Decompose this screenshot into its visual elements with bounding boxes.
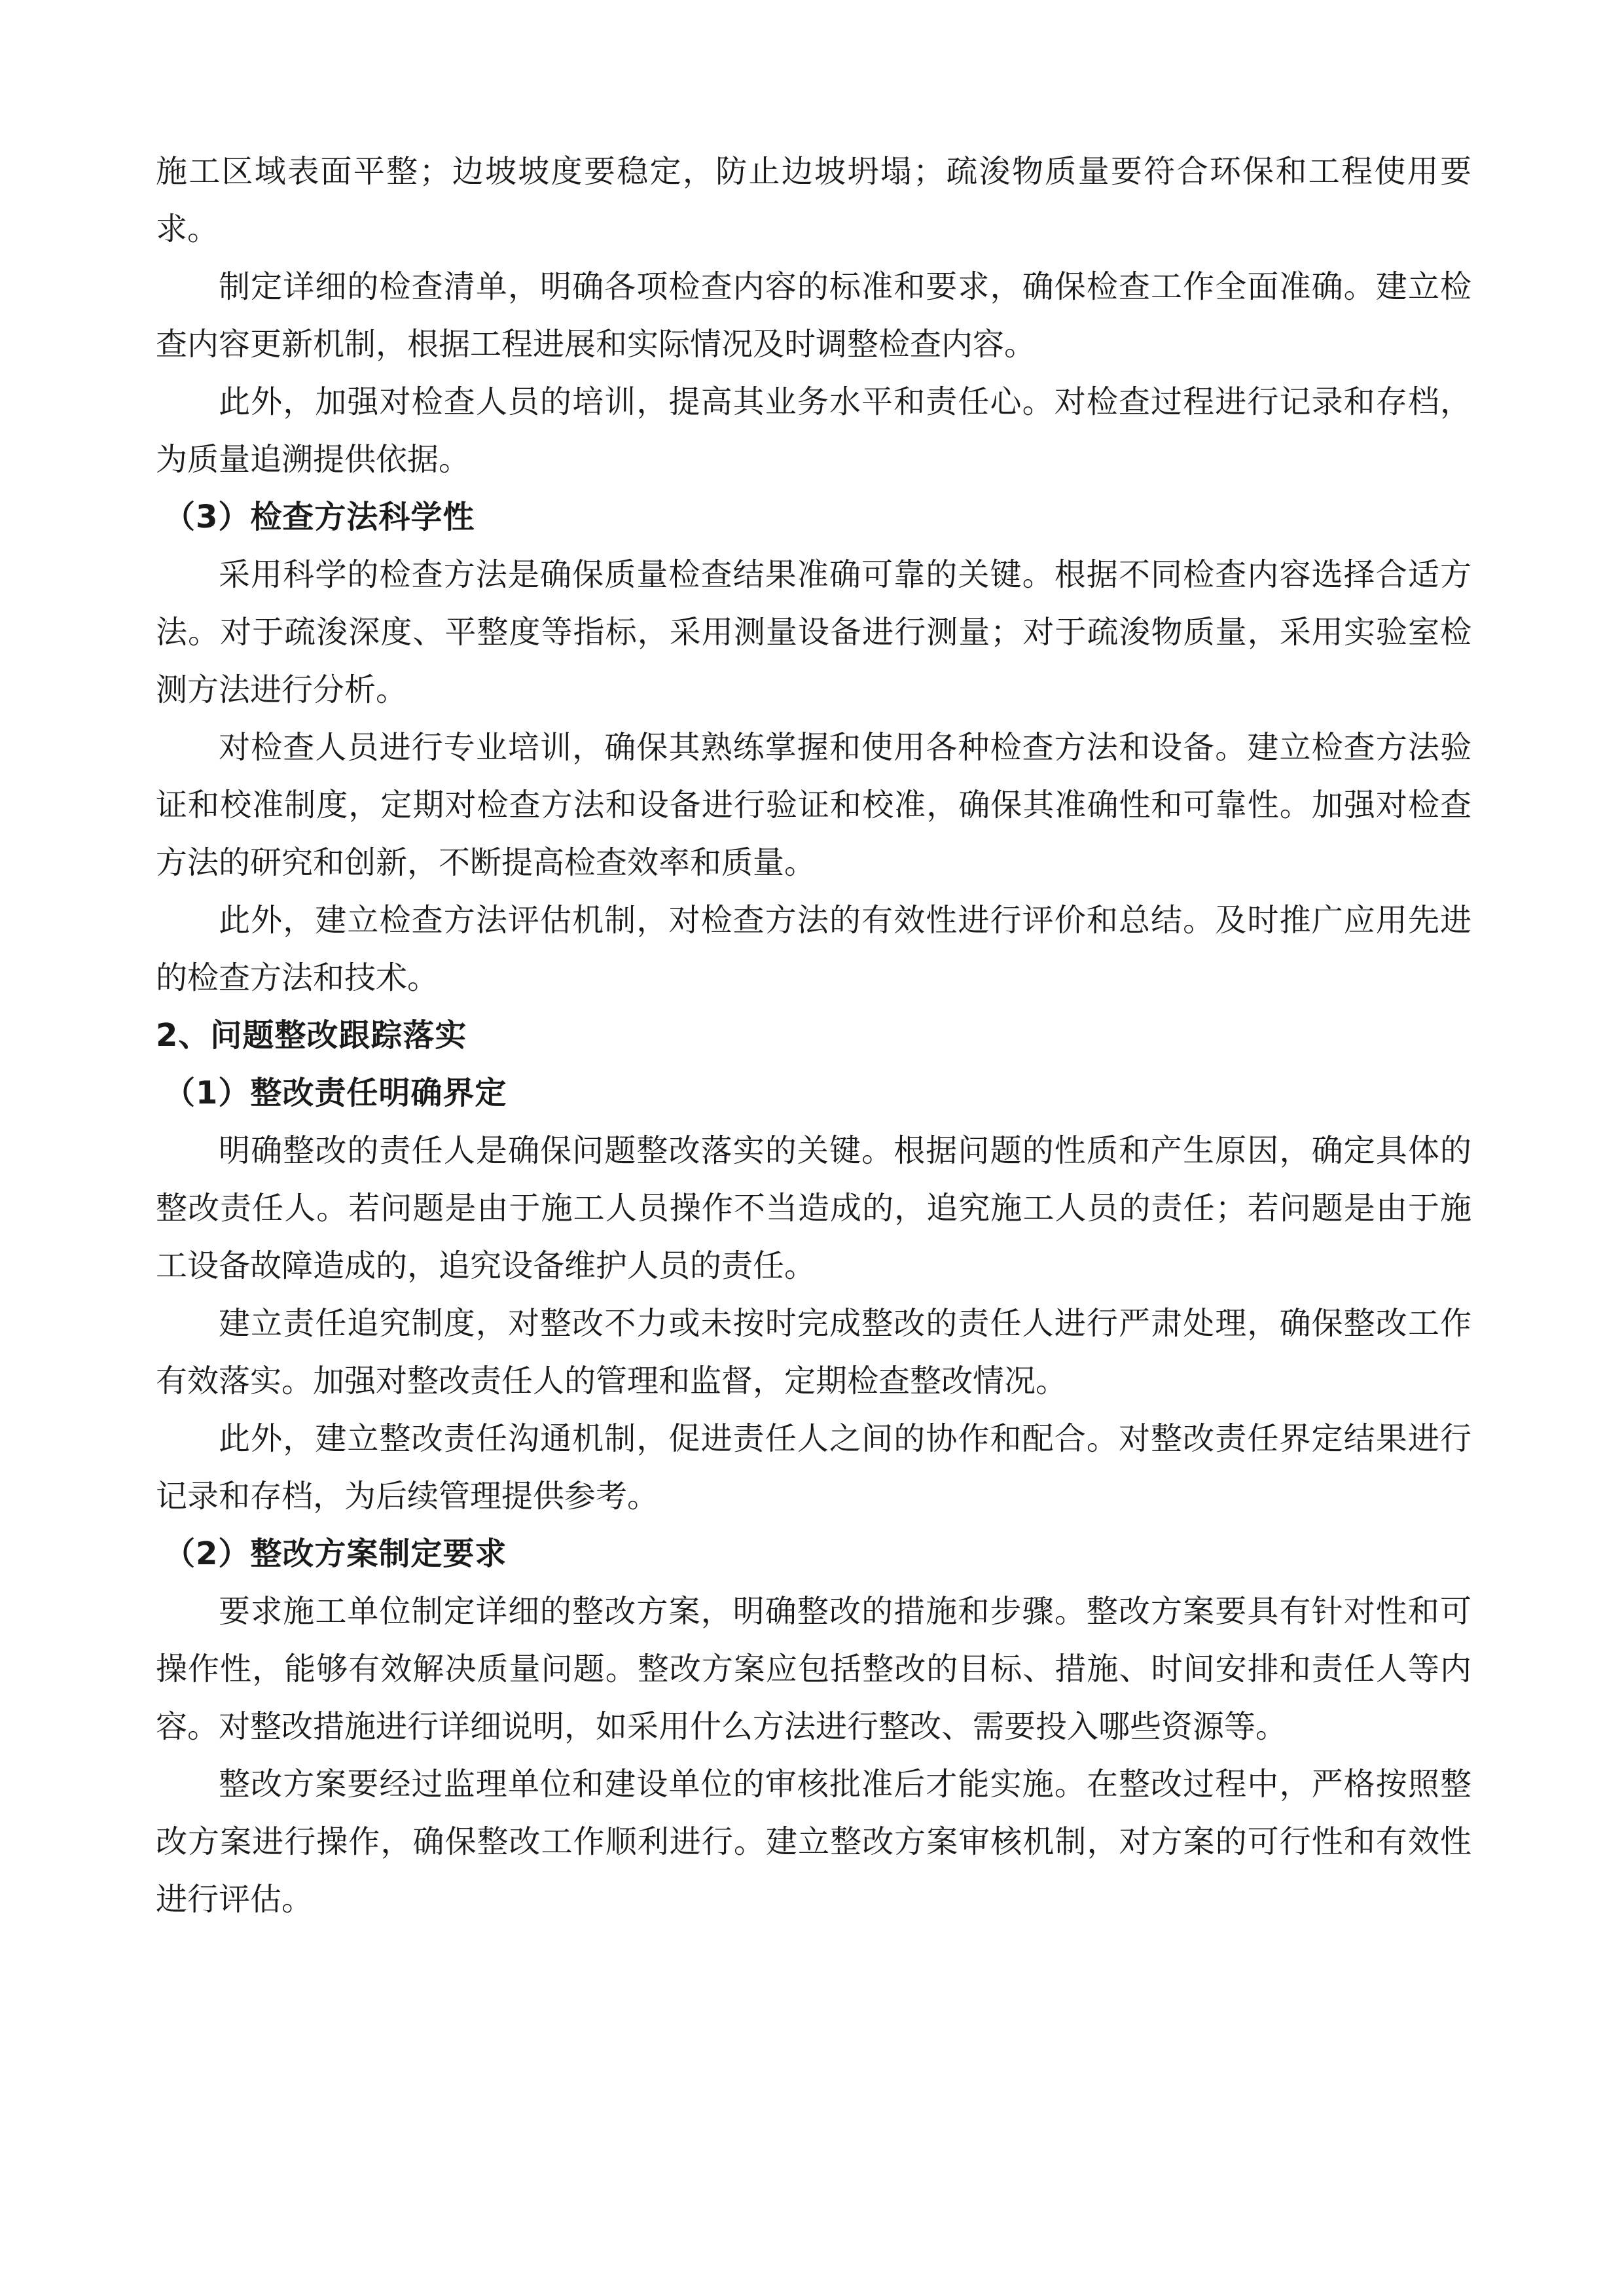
paragraph-method-1: 采用科学的检查方法是确保质量检查结果准确可靠的关键。根据不同检查内容选择合适方法。对于疏浚深度、平整度等指标，采用测量设备进行测量；对于疏浚物质量，采用实验室检测方法进行分析。 <box>156 556 1471 708</box>
heading-rectification-tracking: 2、问题整改跟踪落实 <box>156 1017 467 1054</box>
paragraph-training: 此外，加强对检查人员的培训，提高其业务水平和责任心。对检查过程进行记录和存档，为质量追溯提供依据。 <box>156 384 1471 478</box>
paragraph-responsibility-3: 此外，建立整改责任沟通机制，促进责任人之间的协作和配合。对整改责任界定结果进行记录和存档，为后续管理提供参考。 <box>156 1420 1471 1515</box>
paragraph-responsibility-2: 建立责任追究制度，对整改不力或未按时完成整改的责任人进行严肃处理，确保整改工作有效落实。加强对整改责任人的管理和监督，定期检查整改情况。 <box>156 1305 1471 1399</box>
paragraph-plan-1: 要求施工单位制定详细的整改方案，明确整改的措施和步骤。整改方案要具有针对性和可操作性，能够有效解决质量问题。整改方案应包括整改的目标、措施、时间安排和责任人等内容。对整改措施进行详细说明，如采用什么方法进行整改、需要投入哪些资源等。 <box>156 1593 1471 1745</box>
document-body <box>156 143 1471 1928</box>
heading-responsibility: （1）整改责任明确界定 <box>164 1075 507 1111</box>
paragraph-responsibility-1: 明确整改的责任人是确保问题整改落实的关键。根据问题的性质和产生原因，确定具体的整改责任人。若问题是由于施工人员操作不当造成的，追究施工人员的责任；若问题是由于施工设备故障造成的，追究设备维护人员的责任。 <box>156 1132 1471 1284</box>
paragraph-checklist: 制定详细的检查清单，明确各项检查内容的标准和要求，确保检查工作全面准确。建立检查内容更新机制，根据工程进展和实际情况及时调整检查内容。 <box>156 268 1471 363</box>
paragraph-method-3: 此外，建立检查方法评估机制，对检查方法的有效性进行评价和总结。及时推广应用先进的检查方法和技术。 <box>156 902 1471 996</box>
heading-inspection-method: （3）检查方法科学性 <box>164 499 475 535</box>
heading-rectification-plan: （2）整改方案制定要求 <box>164 1535 507 1572</box>
paragraph-plan-2: 整改方案要经过监理单位和建设单位的审核批准后才能实施。在整改过程中，严格按照整改方案进行操作，确保整改工作顺利进行。建立整改方案审核机制，对方案的可行性和有效性进行评估。 <box>156 1766 1471 1918</box>
paragraph-method-2: 对检查人员进行专业培训，确保其熟练掌握和使用各种检查方法和设备。建立检查方法验证和校准制度，定期对检查方法和设备进行验证和校准，确保其准确性和可靠性。加强对检查方法的研究和创新，不断提高检查效率和质量。 <box>156 729 1471 881</box>
continued-paragraph: 施工区域表面平整；边坡坡度要稳定，防止边坡坍塌；疏浚物质量要符合环保和工程使用要求。 <box>156 153 1471 247</box>
